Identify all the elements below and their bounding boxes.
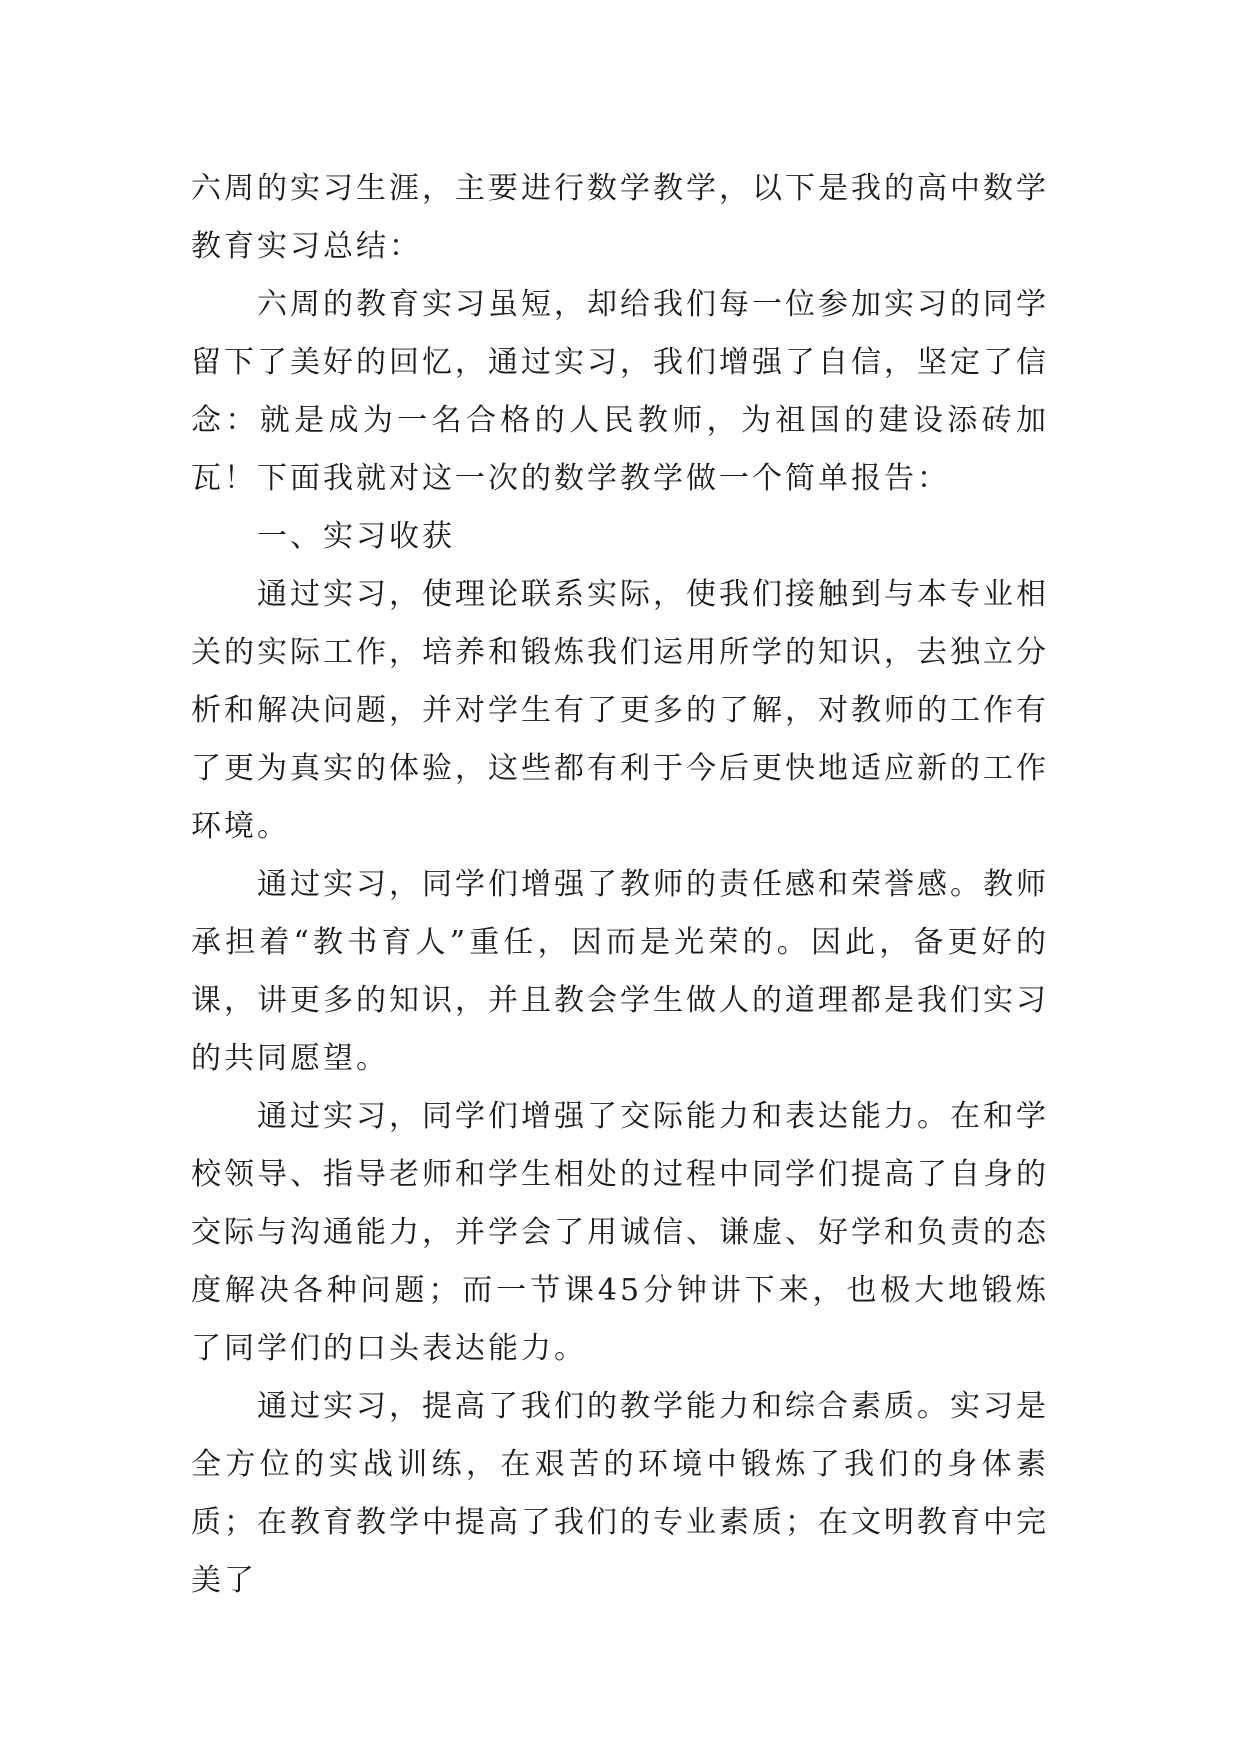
paragraph-theory-practice: 通过实习，使理论联系实际，使我们接触到与本专业相关的实际工作，培养和锻炼我们运用所学的知识，去独立分析和解决问题，并对学生有了更多的了解，对教师的工作有了更为真实的体验，这些都有利于今后更快地适应新的工作环境。: [191, 577, 1049, 844]
paragraph-teaching-ability: 通过实习，提高了我们的教学能力和综合素质。实习是全方位的实战训练，在艰苦的环境中锻炼了我们的身体素质；在教育教学中提高了我们的专业素质；在文明教育中完美了: [191, 1389, 1049, 1598]
paragraph-communication: 通过实习，同学们增强了交际能力和表达能力。在和学校领导、指导老师和学生相处的过程中同学们提高了自身的交际与沟通能力，并学会了用诚信、谦虚、好学和负责的态度解决各种问题；而一节课45分钟讲下来，也极大地锻炼了同学们的口头表达能力。: [191, 1099, 1049, 1366]
section-heading-gains: 一、实习收获: [257, 519, 455, 554]
paragraph-responsibility: 通过实习，同学们增强了教师的责任感和荣誉感。教师承担着“教书育人”重任，因而是光荣的。因此，备更好的课，讲更多的知识，并且教会学生做人的道理都是我们实习的共同愿望。: [191, 867, 1049, 1076]
paragraph-summary: 六周的教育实习虽短，却给我们每一位参加实习的同学留下了美好的回忆，通过实习，我们增强了自信，坚定了信念：就是成为一名合格的人民教师，为祖国的建设添砖加瓦！下面我就对这一次的数学教学做一个简单报告：: [191, 287, 1049, 496]
document-body: [191, 160, 1049, 1610]
paragraph-intro: 六周的实习生涯，主要进行数学教学，以下是我的高中数学教育实习总结：: [191, 171, 1049, 264]
